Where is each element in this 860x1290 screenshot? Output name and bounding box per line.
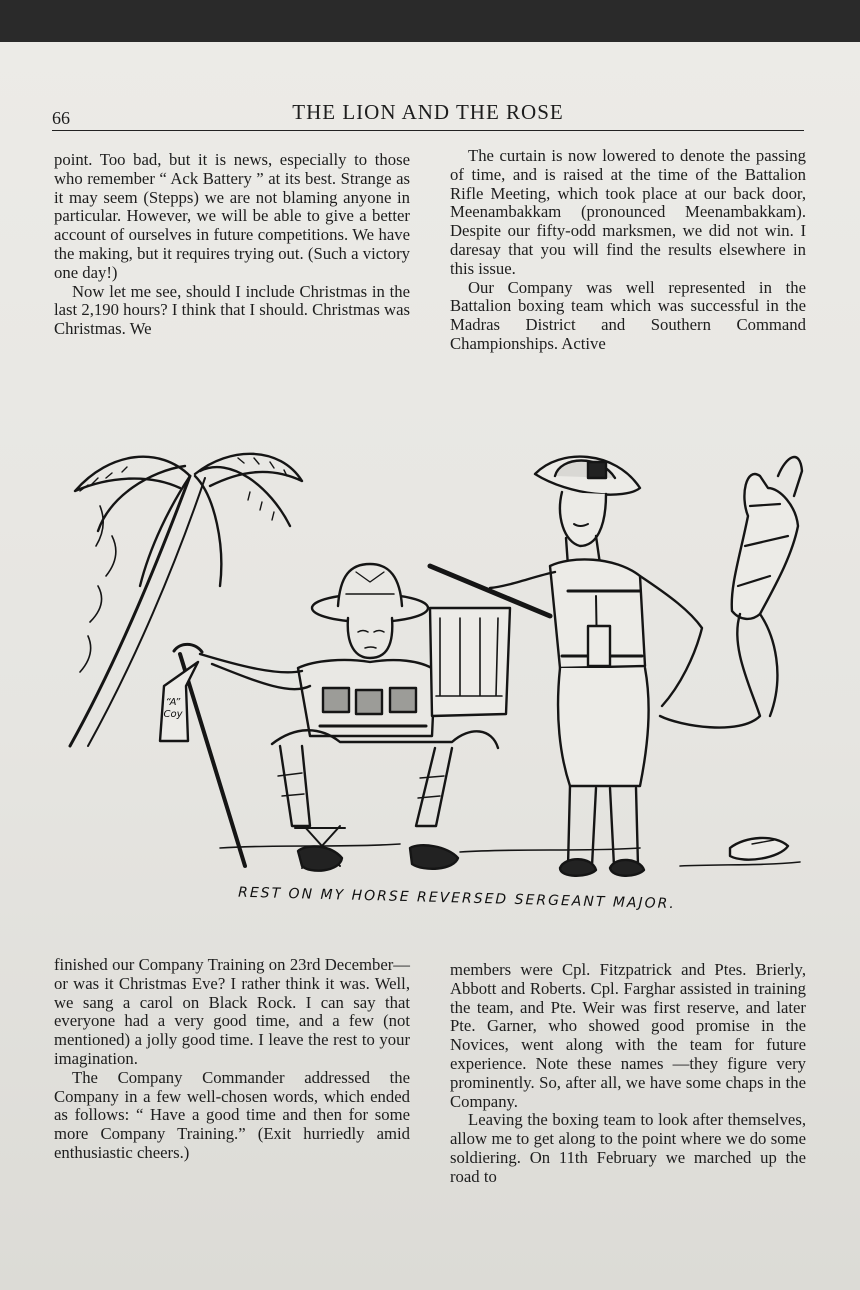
tag-label: “A” Coy bbox=[163, 697, 183, 720]
column-bottom-right bbox=[450, 961, 806, 1187]
illustration-caption: REST ON MY HORSE REVERSED SERGEANT MAJOR. bbox=[237, 884, 676, 913]
sitting-soldier-drawing bbox=[160, 564, 510, 871]
running-head-title: THE LION AND THE ROSE bbox=[292, 100, 564, 124]
page-header bbox=[52, 96, 804, 131]
paragraph: The curtain is now lowered to denote the passing of time, and is raised at the time of the Battalion Rifle Meeting, which took place at our back door, Meenambakkam (pronounced Meenambakkam). Despite our fifty-odd marksmen, we did not win. I daresay that you will find the results elsewhere in this issue. bbox=[450, 146, 806, 278]
boot-drawing bbox=[730, 838, 788, 860]
column-top-right bbox=[450, 147, 806, 354]
paragraph: Leaving the boxing team to look after themselves, allow me to get along to the point where we do some soldiering. On 11th February we marched up the road to bbox=[450, 1110, 806, 1186]
column-top-left bbox=[54, 151, 410, 339]
page-number: 66 bbox=[52, 108, 70, 128]
paragraph: The Company Commander addressed the Company in a few well-chosen words, which ended as follows: “ Have a good time and then for some more Company Training.” (Exit hurriedly amid enthusiastic cheers.) bbox=[54, 1067, 410, 1162]
paragraph: members were Cpl. Fitzpatrick and Ptes. Brierly, Abbott and Roberts. Cpl. Farghar assisted in training the team, and Pte. Weir was first reserve, and later Pte. Garner, who showed good promise in the Novices, went along with the team for future experience. Note these names —they figure very prominently. So, after all, we have some chaps in the Company. bbox=[450, 960, 806, 1111]
paragraph: Our Company was well represented in the Battalion boxing team which was successful in the Madras District and Southern Command Championships. Active bbox=[450, 277, 806, 353]
paragraph: Now let me see, should I include Christmas in the last 2,190 hours? I think that I should. Christmas was Christmas. We bbox=[54, 281, 410, 339]
paragraph: finished our Company Training on 23rd December—or was it Christmas Eve? I rather think it was. Well, we sang a carol on Black Rock. I can say that everyone had a very good time, and a few (not mentioned) a jolly good time. I leave the rest to your imagination. bbox=[54, 955, 410, 1068]
column-bottom-left bbox=[54, 956, 410, 1163]
paragraph: point. Too bad, but it is news, especially to those who remember “ Ack Battery ” at its best. Strange as it may seem (Stepps) we are not blaming anyone in particular. However, we will be able to give a better account of ourselves in future competitions. We have the making, but it requires trying out. (Such a victory one day!) bbox=[54, 150, 410, 282]
horse-head-drawing bbox=[660, 457, 802, 728]
magazine-page bbox=[0, 42, 860, 1290]
cartoon-illustration bbox=[40, 396, 820, 916]
